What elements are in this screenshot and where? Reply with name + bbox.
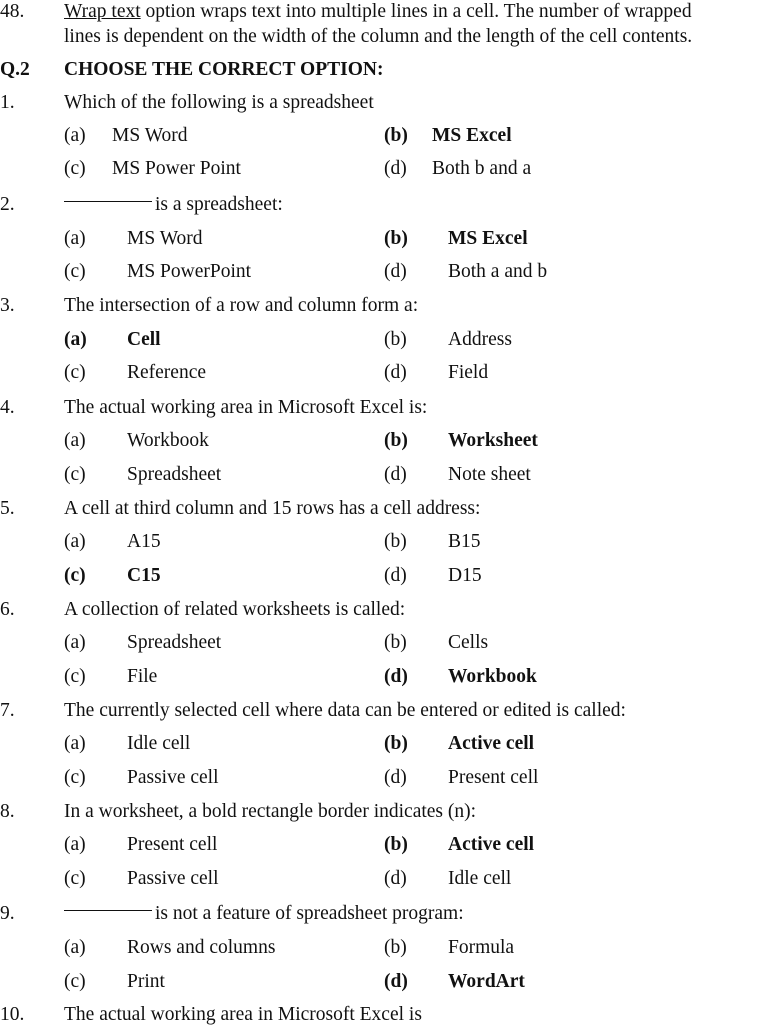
option-label: (a) bbox=[64, 834, 86, 855]
option-label: (d) bbox=[384, 261, 407, 282]
option-label: (a) bbox=[64, 228, 86, 249]
question-text: The intersection of a row and column form a: bbox=[64, 295, 419, 316]
option-text: Formula bbox=[448, 937, 515, 958]
option-text: Idle cell bbox=[448, 868, 512, 889]
option-label: (a) bbox=[64, 937, 86, 958]
option-text: Present cell bbox=[448, 767, 539, 788]
option-text-correct: C15 bbox=[127, 565, 161, 586]
option-label: (a) bbox=[64, 733, 86, 754]
option-text: Field bbox=[448, 362, 489, 383]
option-text-correct: WordArt bbox=[448, 971, 525, 992]
question-number: 4. bbox=[0, 397, 15, 418]
option-text: Spreadsheet bbox=[127, 464, 222, 485]
option-text-correct: Workbook bbox=[448, 666, 537, 687]
option-label: (c) bbox=[64, 464, 86, 485]
option-text: Rows and columns bbox=[127, 937, 276, 958]
question-number: 9. bbox=[0, 903, 15, 924]
option-text: D15 bbox=[448, 565, 482, 586]
question-text-with-blank bbox=[64, 193, 283, 216]
option-label-correct: (b) bbox=[384, 430, 408, 451]
option-text-correct: Worksheet bbox=[448, 430, 538, 451]
option-label-correct: (c) bbox=[64, 565, 86, 586]
option-text: Workbook bbox=[127, 430, 209, 451]
intro-text bbox=[64, 0, 692, 23]
intro-line1-rest: option wraps text into multiple lines in a cell. The number of wrapped bbox=[140, 1, 692, 22]
option-label: (d) bbox=[384, 158, 407, 179]
option-label: (d) bbox=[384, 767, 407, 788]
question-number: 2. bbox=[0, 194, 15, 215]
question-text: The actual working area in Microsoft Excel is bbox=[64, 1004, 422, 1025]
question-number: 1. bbox=[0, 92, 15, 113]
option-label-correct: (d) bbox=[384, 666, 408, 687]
option-text-correct: Active cell bbox=[448, 733, 535, 754]
question-text: is a spreadsheet: bbox=[155, 194, 283, 215]
question-text: The actual working area in Microsoft Excel is: bbox=[64, 397, 428, 418]
option-label: (a) bbox=[64, 430, 86, 451]
item-number: 48. bbox=[0, 1, 25, 22]
option-label: (d) bbox=[384, 464, 407, 485]
option-label: (b) bbox=[384, 329, 407, 350]
option-text: MS Power Point bbox=[112, 158, 241, 179]
intro-line2-text: lines is dependent on the width of the column and the length of the cell contents. bbox=[64, 26, 693, 47]
fill-in-blank bbox=[64, 910, 152, 911]
question-number: 3. bbox=[0, 295, 15, 316]
option-label-correct: (b) bbox=[384, 125, 408, 146]
question-text: A cell at third column and 15 rows has a cell address: bbox=[64, 498, 481, 519]
option-text: File bbox=[127, 666, 158, 687]
option-label-correct: (b) bbox=[384, 834, 408, 855]
option-text: Address bbox=[448, 329, 512, 350]
question-number: 8. bbox=[0, 801, 15, 822]
option-text: MS Word bbox=[112, 125, 188, 146]
option-text: MS PowerPoint bbox=[127, 261, 252, 282]
option-label: (a) bbox=[64, 531, 86, 552]
option-label: (c) bbox=[64, 971, 86, 992]
option-label: (c) bbox=[64, 261, 86, 282]
option-text: Both a and b bbox=[448, 261, 548, 282]
question-text: is not a feature of spreadsheet program: bbox=[155, 903, 464, 924]
option-label: (d) bbox=[384, 565, 407, 586]
option-text: Note sheet bbox=[448, 464, 531, 485]
option-text-correct: MS Excel bbox=[432, 125, 512, 146]
option-label: (c) bbox=[64, 362, 86, 383]
question-text: Which of the following is a spreadsheet bbox=[64, 92, 374, 113]
option-text: Reference bbox=[127, 362, 207, 383]
option-label: (d) bbox=[384, 362, 407, 383]
option-label: (a) bbox=[64, 632, 86, 653]
option-label: (c) bbox=[64, 666, 86, 687]
option-label: (b) bbox=[384, 937, 407, 958]
section-title: CHOOSE THE CORRECT OPTION: bbox=[64, 59, 384, 80]
option-text-correct: Cell bbox=[127, 329, 161, 350]
option-label-correct: (b) bbox=[384, 228, 408, 249]
option-text: MS Word bbox=[127, 228, 203, 249]
option-text: Spreadsheet bbox=[127, 632, 222, 653]
option-text: B15 bbox=[448, 531, 481, 552]
question-number: 5. bbox=[0, 498, 15, 519]
question-number: 10. bbox=[0, 1004, 25, 1025]
option-label: (a) bbox=[64, 125, 86, 146]
option-label: (d) bbox=[384, 868, 407, 889]
wrap-text-term: Wrap text bbox=[64, 1, 141, 22]
option-label: (c) bbox=[64, 868, 86, 889]
question-number: 6. bbox=[0, 599, 15, 620]
option-text-correct: MS Excel bbox=[448, 228, 528, 249]
option-text: Passive cell bbox=[127, 868, 219, 889]
option-text: Print bbox=[127, 971, 165, 992]
option-label: (b) bbox=[384, 632, 407, 653]
option-text: Cells bbox=[448, 632, 489, 653]
option-text-correct: Active cell bbox=[448, 834, 535, 855]
option-text: A15 bbox=[127, 531, 161, 552]
option-label: (c) bbox=[64, 158, 86, 179]
option-text: Idle cell bbox=[127, 733, 191, 754]
question-text: The currently selected cell where data can be entered or edited is called: bbox=[64, 700, 626, 721]
option-label-correct: (d) bbox=[384, 971, 408, 992]
option-text: Present cell bbox=[127, 834, 218, 855]
option-label-correct: (b) bbox=[384, 733, 408, 754]
question-text-with-blank bbox=[64, 902, 464, 925]
question-text: A collection of related worksheets is called: bbox=[64, 599, 406, 620]
fill-in-blank bbox=[64, 201, 152, 202]
option-label: (b) bbox=[384, 531, 407, 552]
option-label-correct: (a) bbox=[64, 329, 87, 350]
question-number: 7. bbox=[0, 700, 15, 721]
option-label: (c) bbox=[64, 767, 86, 788]
section-number: Q.2 bbox=[0, 59, 30, 80]
option-text: Both b and a bbox=[432, 158, 532, 179]
question-text: In a worksheet, a bold rectangle border indicates (n): bbox=[64, 801, 477, 822]
option-text: Passive cell bbox=[127, 767, 219, 788]
